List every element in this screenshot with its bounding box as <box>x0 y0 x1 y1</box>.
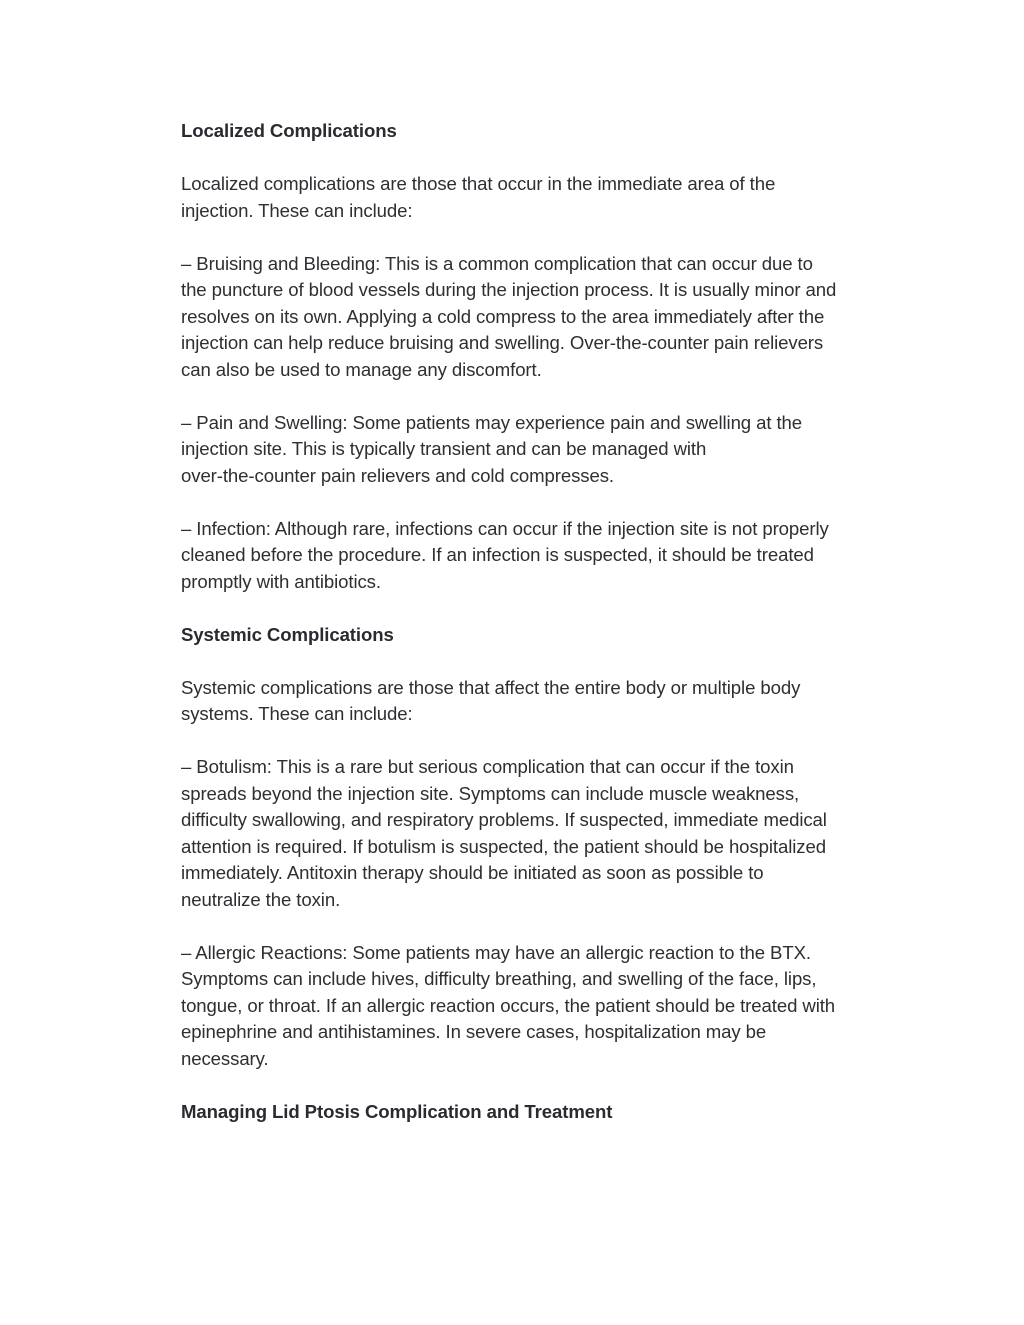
text-line: Symptoms can include hives, difficulty breathing, and swelling of the face, lips, <box>181 968 817 989</box>
paragraph-systemic-intro <box>181 675 905 728</box>
text-line: – Botulism: This is a rare but serious complication that can occur if the toxin <box>181 756 794 777</box>
text-line: can also be used to manage any discomfort. <box>181 358 542 380</box>
text-line: cleaned before the procedure. If an infection is suspected, it should be treated <box>181 544 814 565</box>
paragraph-infection <box>181 516 905 596</box>
text-line: systems. These can include: <box>181 703 413 724</box>
document-page <box>181 118 905 1152</box>
section-heading-localized-complications: Localized Complications <box>181 120 397 141</box>
text-line: attention is required. If botulism is suspected, the patient should be hospitalized <box>181 835 826 857</box>
text-line: promptly with antibiotics. <box>181 570 381 592</box>
section-heading-managing-lid-ptosis: Managing Lid Ptosis Complication and Treatment <box>181 1100 613 1122</box>
text-line: epinephrine and antihistamines. In severe cases, hospitalization may be <box>181 1021 767 1042</box>
paragraph-bruising-bleeding <box>181 251 905 384</box>
text-line: immediately. Antitoxin therapy should be initiated as soon as possible to <box>181 862 764 883</box>
section-heading-systemic-complications: Systemic Complications <box>181 623 394 645</box>
text-line: – Pain and Swelling: Some patients may experience pain and swelling at the <box>181 411 803 433</box>
paragraph-botulism <box>181 754 905 913</box>
text-line: injection site. This is typically transient and can be managed with <box>181 438 707 459</box>
text-line: tongue, or throat. If an allergic reaction occurs, the patient should be treated with <box>181 994 836 1016</box>
text-line: spreads beyond the injection site. Symptoms can include muscle weakness, <box>181 782 800 804</box>
text-line: Localized complications are those that occur in the immediate area of the <box>181 173 776 194</box>
text-line: difficulty swallowing, and respiratory problems. If suspected, immediate medical <box>181 809 827 830</box>
text-line: Systemic complications are those that affect the entire body or multiple body <box>181 676 801 698</box>
text-line: neutralize the toxin. <box>181 888 341 910</box>
text-line: necessary. <box>181 1047 269 1069</box>
paragraph-localized-intro <box>181 171 905 224</box>
text-line: resolves on its own. Applying a cold compress to the area immediately after the <box>181 305 825 327</box>
text-line: – Infection: Although rare, infections can occur if the injection site is not properly <box>181 517 829 539</box>
text-line: injection can help reduce bruising and swelling. Over-the-counter pain relievers <box>181 332 824 353</box>
text-line: – Allergic Reactions: Some patients may have an allergic reaction to the BTX. <box>181 941 811 963</box>
text-line: the puncture of blood vessels during the injection process. It is usually minor and <box>181 279 837 300</box>
text-line: – Bruising and Bleeding: This is a common complication that can occur due to <box>181 252 813 274</box>
paragraph-allergic-reactions <box>181 940 905 1073</box>
text-line: over-the-counter pain relievers and cold compresses. <box>181 464 614 486</box>
paragraph-pain-swelling <box>181 410 905 490</box>
text-line: injection. These can include: <box>181 199 413 221</box>
